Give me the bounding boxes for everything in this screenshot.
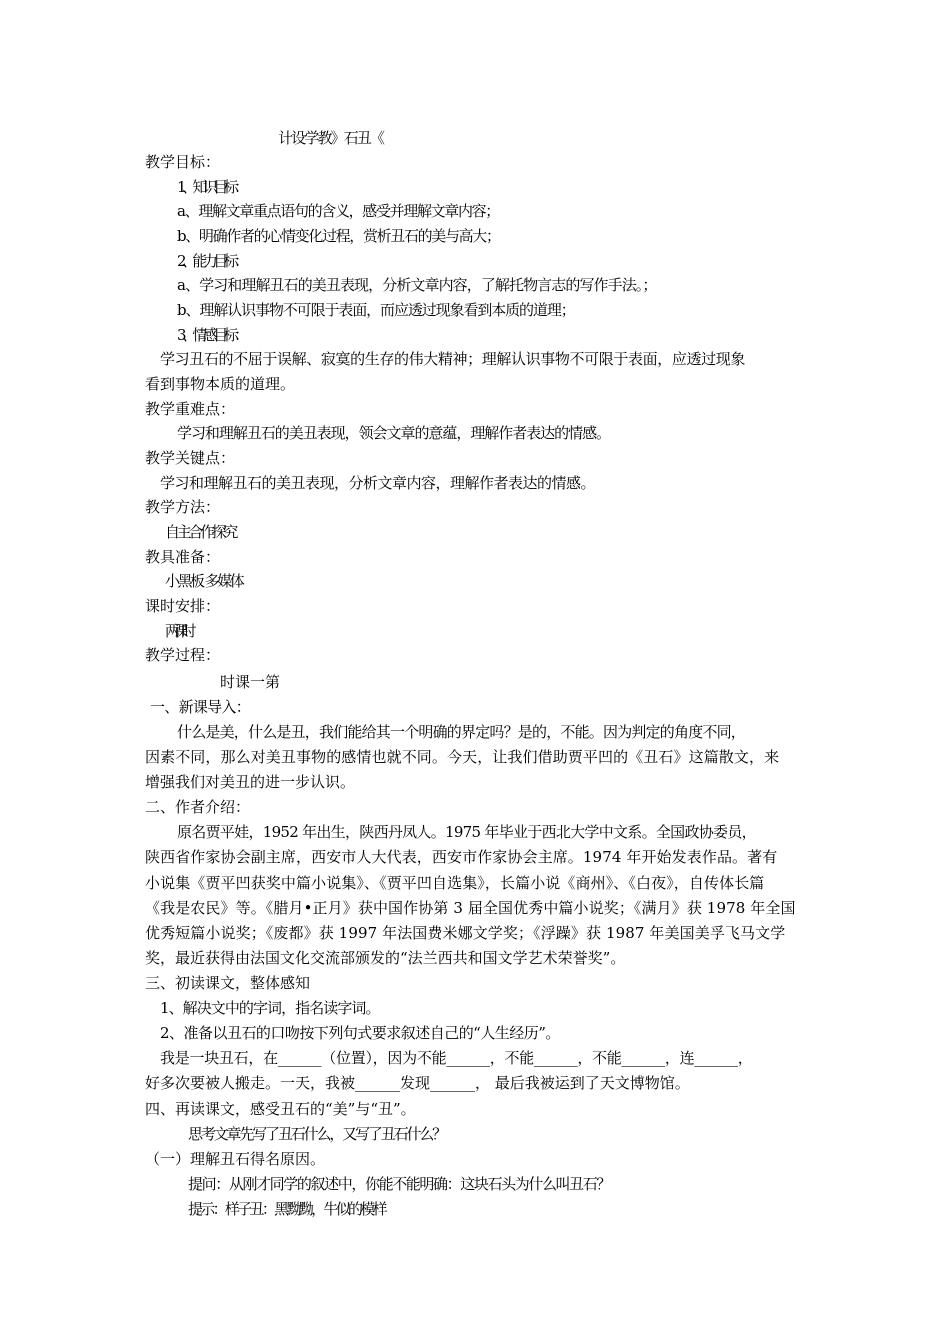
text-line: 好多次要被人搬走。一天，我被______发现______， 最后我被运到了天文博物馆。 xyxy=(145,1074,690,1092)
document-title xyxy=(370,126,950,150)
text-line: 提问：从刚才同学的叙述中，你能不能明确：这块石头为什么叫丑石？ xyxy=(188,1175,611,1193)
text-line: 思考文章先写了丑石什么，又写了丑石什么？ xyxy=(188,1125,446,1143)
text-line: 小黑板 多媒体 xyxy=(165,572,243,590)
text-line: 学习丑石的不屈于误解、寂寞的生存的伟大精神；理解认识事物不可限于表面，应透过现象 xyxy=(160,350,746,368)
text-line: 学习和理解丑石的美丑表现，分析文章内容，理解作者表达的情感。 xyxy=(160,474,596,492)
lesson-heading xyxy=(265,670,935,694)
text-line: 1、解决文中的字词，指名读字词。 xyxy=(160,999,380,1017)
section-heading: 一、新课导入： xyxy=(150,698,251,716)
section-heading: 教学重难点： xyxy=(145,400,236,418)
section-heading: 三、初读课文，整体感知 xyxy=(145,974,311,992)
text-line: a、理解文章重点语句的含义，感受并理解文章内容； xyxy=(177,202,499,220)
text-line: 提示：样子丑：黑黝黝，牛似的模样 xyxy=(188,1200,385,1218)
text-line: 什么是美，什么是丑，我们能给其一个明确的界定吗？是的，不能。因为判定的角度不同， xyxy=(177,723,746,741)
section-heading: 四、再读课文，感受丑石的“美”与“丑”。 xyxy=(145,1100,416,1118)
text-line: b、明确作者的心情变化过程，赏析丑石的美与高大； xyxy=(177,227,500,245)
section-heading: 二、作者介绍： xyxy=(145,798,251,816)
subsection-heading: 1、知识目标： xyxy=(177,178,245,196)
text-line: 因素不同，那么对美丑事物的感情也就不同。今天，让我们借助贾平凹的《丑石》这篇散文，来 xyxy=(145,748,780,766)
text-line: 《我是农民》等。《腊月•正月》获中国作协第 3 届全国优秀中篇小说奖；《满月》获 1978 年全国 xyxy=(145,899,796,917)
section-heading: 教学方法： xyxy=(145,498,221,516)
subsection-heading: （一）理解丑石得名原因。 xyxy=(145,1150,326,1168)
text-line: 我是一块丑石，在______（位置），因为不能______，不能______，不能______，连______， xyxy=(160,1049,753,1067)
subsection-heading: 2、能力目标： xyxy=(177,252,245,270)
text-line: a、学习和理解丑石的美丑表现，分析文章内容，了解托物言志的写作手法。； xyxy=(177,276,657,294)
subsection-heading: 3、情感目标： xyxy=(177,326,245,344)
text-line: 原名贾平娃，1952 年出生，陕西丹凤人。1975 年毕业于西北大学中文系。全国政协委员， xyxy=(177,823,756,841)
text-line: 陕西省作家协会副主席，西安市人大代表，西安市作家协会主席。1974 年开始发表作品。著有 xyxy=(145,848,778,866)
section-heading: 教学关键点： xyxy=(145,449,236,467)
text-line: 2、准备以丑石的口吻按下列句式要求叙述自己的“人生经历”。 xyxy=(160,1024,560,1042)
text-line: 两课时 xyxy=(165,622,190,640)
section-heading: 教具准备： xyxy=(145,548,221,566)
text-line: 自主合作探究 xyxy=(165,523,236,541)
text-line: 小说集《贾平凹获奖中篇小说集》、《贾平凹自选集》，长篇小说《商州》、《白夜》，自传体长篇 xyxy=(145,874,765,892)
section-heading: 课时安排： xyxy=(145,597,221,615)
section-heading: 教学目标： xyxy=(145,153,221,171)
text-line: 学习和理解丑石的美丑表现，领会文章的意蕴，理解作者表达的情感。 xyxy=(177,424,611,442)
text-line: 奖，最近获得由法国文化交流部颁发的“法兰西共和国文学艺术荣誉奖”。 xyxy=(145,949,626,967)
text-line: b、理解认识事物不可限于表面，而应透过现象看到本质的道理； xyxy=(177,301,575,319)
text-line: 增强我们对美丑的进一步认识。 xyxy=(145,773,356,791)
text-line: 优秀短篇小说奖；《废都》获 1997 年法国费米娜文学奖；《浮躁》获 1987 年美国美孚飞马文学 xyxy=(145,924,786,942)
section-heading: 教学过程： xyxy=(145,646,221,664)
text-line: 看到事物本质的道理。 xyxy=(145,375,296,393)
